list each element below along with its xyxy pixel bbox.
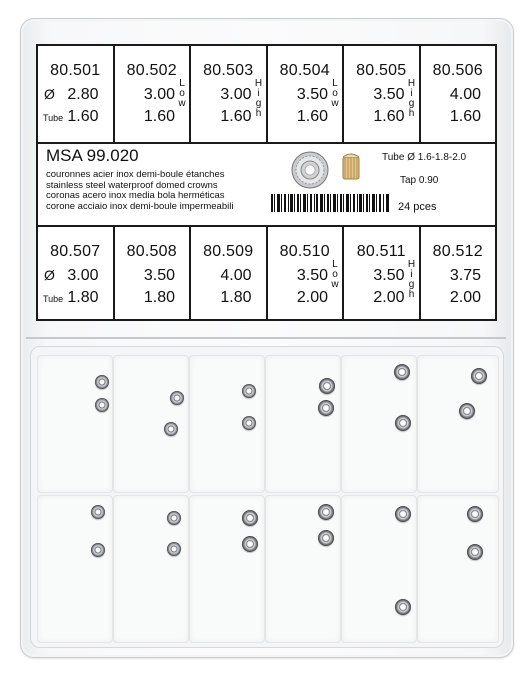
watch-crown [467, 506, 483, 522]
product-info [38, 142, 495, 225]
watch-crown [242, 416, 256, 430]
compartment-80504[interactable] [265, 355, 341, 493]
crown-front-icon [290, 150, 330, 190]
tube-size: 1.60 [296, 108, 328, 125]
reference-number: 80.504 [279, 62, 330, 79]
barcode-icon [271, 194, 389, 212]
size-cell-80511 [344, 227, 421, 321]
watch-crown [91, 543, 105, 557]
watch-crown [395, 415, 411, 431]
diameter-symbol: Ø [44, 86, 55, 102]
size-cell-80505 [344, 46, 421, 142]
watch-crown [167, 542, 181, 556]
reference-number: 80.503 [203, 62, 254, 79]
reference-number: 80.506 [432, 62, 483, 79]
tube-size: 1.60 [143, 108, 175, 125]
watch-crown [95, 375, 109, 389]
description-es: coronas acero inox media bola herméticas [46, 190, 225, 202]
tube-size: 1.80 [67, 289, 99, 306]
product-code: MSA 99.020 [46, 146, 139, 165]
size-cell-80510 [268, 227, 345, 321]
watch-crown [395, 599, 411, 615]
description-en: stainless steel waterproof domed crowns [46, 179, 218, 191]
tap-info: Tap 0.90 [400, 175, 439, 186]
description-it: corone acciaio inox demi-boule impermeabili [46, 201, 234, 213]
reference-number: 80.507 [50, 243, 101, 260]
watch-crown [318, 400, 334, 416]
reference-number: 80.509 [203, 243, 254, 260]
tube-size: 1.80 [220, 289, 252, 306]
watch-crown [170, 391, 184, 405]
description-fr: couronnes acier inox demi-boule étanches [46, 169, 225, 180]
crown-side-icon [341, 151, 363, 185]
watch-crown [167, 511, 181, 525]
size-cell-80509 [191, 227, 268, 321]
tube-size: 1.80 [143, 289, 175, 306]
size-cell-80507 [38, 227, 115, 321]
crown-diameter: 2.80 [67, 86, 99, 103]
box-hinge [26, 337, 506, 339]
watch-crown [242, 536, 258, 552]
variant-label: H i g h [254, 78, 263, 119]
crowns-tray [30, 346, 504, 648]
tube-size: 1.60 [373, 108, 405, 125]
watch-crown [319, 378, 335, 394]
size-cell-80508 [115, 227, 192, 321]
watch-crown [242, 510, 258, 526]
size-cell-80501 [38, 46, 115, 142]
size-cell-80503 [191, 46, 268, 142]
size-cell-80506 [421, 46, 496, 142]
tube-info: Tube Ø 1.6-1.8-2.0 [382, 152, 467, 163]
tube-size: 1.60 [449, 108, 481, 125]
reference-number: 80.510 [279, 243, 330, 260]
size-cell-80504 [268, 46, 345, 142]
variant-label: H i g h [407, 259, 416, 300]
compartment-80512[interactable] [417, 495, 499, 643]
crown-diameter: 3.75 [449, 267, 481, 284]
size-cell-80512 [421, 227, 496, 321]
top-size-row [38, 46, 495, 144]
reference-number: 80.508 [126, 243, 177, 260]
crown-diameter: 4.00 [449, 86, 481, 103]
watch-crown [395, 506, 411, 522]
reference-number: 80.502 [126, 62, 177, 79]
tube-size: 2.00 [373, 289, 405, 306]
crown-diameter: 3.00 [67, 267, 99, 284]
watch-crown [471, 368, 487, 384]
watch-crown [318, 530, 334, 546]
reference-number: 80.511 [356, 243, 406, 260]
tube-label: Tube [43, 113, 64, 123]
bottom-size-row [38, 225, 495, 321]
reference-number: 80.501 [50, 62, 101, 79]
watch-crown [95, 398, 109, 412]
variant-label: L o w [331, 259, 339, 290]
reference-number: 80.505 [356, 62, 407, 79]
crown-diameter: 3.50 [296, 267, 328, 284]
tube-label: Tube [43, 294, 64, 304]
crown-diameter: 3.50 [373, 86, 405, 103]
tube-size: 2.00 [449, 289, 481, 306]
crown-diameter: 3.50 [373, 267, 405, 284]
variant-label: L o w [331, 78, 339, 109]
variant-label: H i g h [407, 78, 416, 119]
size-cell-80502 [115, 46, 192, 142]
watch-crown [467, 544, 483, 560]
crown-diameter: 3.00 [143, 86, 175, 103]
variant-label: L o w [178, 78, 186, 109]
product-descriptions [46, 170, 233, 213]
crown-diameter: 3.50 [143, 267, 175, 284]
product-label [36, 44, 497, 321]
reference-number: 80.512 [432, 243, 483, 260]
watch-crown [91, 505, 105, 519]
crown-diameter: 4.00 [220, 267, 252, 284]
tube-size: 1.60 [67, 108, 99, 125]
tube-size: 2.00 [296, 289, 328, 306]
compartment-80502[interactable] [113, 355, 189, 493]
watch-crown [318, 504, 334, 520]
crown-diameter: 3.50 [296, 86, 328, 103]
watch-crown [242, 384, 256, 398]
crown-diameter: 3.00 [220, 86, 252, 103]
watch-crown [394, 364, 410, 380]
watch-crown [164, 422, 178, 436]
tube-size: 1.60 [220, 108, 252, 125]
pieces-count: 24 pces [398, 201, 437, 213]
diameter-symbol: Ø [44, 267, 55, 283]
watch-crown [459, 403, 475, 419]
